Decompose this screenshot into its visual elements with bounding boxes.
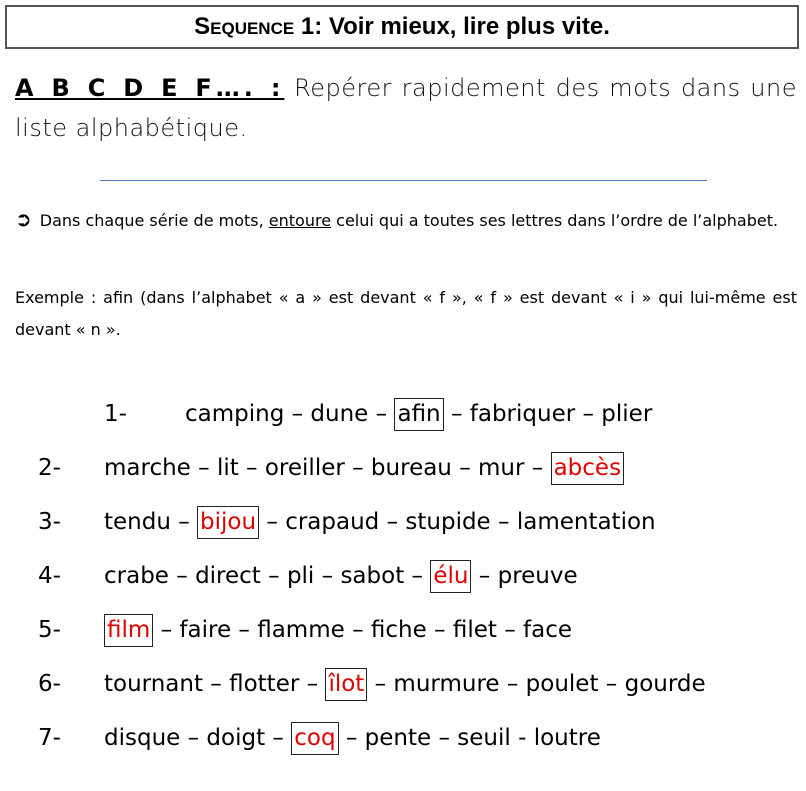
instruction-keyword: entoure: [268, 211, 332, 230]
series-row-6: [0, 664, 806, 704]
words-after: – fabriquer – plier: [443, 401, 653, 427]
circled-word[interactable]: bijou: [197, 506, 259, 539]
title-subtitle: : Voir mieux, lire plus vite.: [314, 13, 610, 40]
heading-lead: A B C D E F…. :: [15, 74, 285, 102]
series-row-5: [0, 610, 806, 650]
title-sequence: Sequence 1: [194, 13, 315, 40]
circled-word[interactable]: afin: [394, 398, 443, 431]
series-row-7: [0, 718, 806, 758]
words-after: – murmure – poulet – gourde: [367, 671, 706, 697]
series-words: [104, 448, 624, 488]
words-before: marche – lit – oreiller – bureau – mur –: [104, 455, 551, 481]
series-row-3: [0, 502, 806, 542]
words-after: – crapaud – stupide – lamentation: [259, 509, 656, 535]
series-number: 5-: [38, 617, 61, 643]
section-heading: [15, 68, 797, 148]
series-words: [104, 556, 578, 596]
series-words: [104, 664, 706, 704]
series-words: [104, 718, 601, 758]
words-after: – preuve: [471, 563, 578, 589]
series-number: 4-: [38, 563, 61, 589]
series-words: [185, 394, 652, 434]
series-number: 3-: [38, 509, 61, 535]
circled-word[interactable]: film: [104, 614, 153, 647]
words-before: crabe – direct – pli – sabot –: [104, 563, 431, 589]
title-box: [5, 5, 799, 49]
words-before: tendu –: [104, 509, 198, 535]
circled-word[interactable]: coq: [291, 722, 338, 755]
divider-line: [100, 180, 707, 181]
instruction: [15, 203, 797, 237]
heading-objective: Repérer rapidement des mots dans une liste alphabétique.: [15, 74, 797, 142]
series-words: [104, 502, 656, 542]
series-number: 7-: [38, 725, 61, 751]
example-text: Exemple : afin (dans l’alphabet « a » est devant « f », « f » est devant « i » qui lui-même est devant « n ».: [15, 288, 797, 339]
instruction-before: Dans chaque série de mots,: [39, 211, 269, 230]
words-after: – faire – flamme – fiche – filet – face: [153, 617, 573, 643]
words-after: – pente – seuil - loutre: [338, 725, 601, 751]
circled-word[interactable]: élu: [430, 560, 471, 593]
words-before: disque – doigt –: [104, 725, 292, 751]
circled-word[interactable]: îlot: [325, 668, 367, 701]
series-row-2: [0, 448, 806, 488]
words-before: tournant – flotter –: [104, 671, 326, 697]
arrow-right-icon: ➲: [15, 207, 32, 231]
instruction-after: celui qui a toutes ses lettres dans l’ordre de l’alphabet.: [331, 211, 779, 230]
series-number: 1-: [104, 401, 127, 427]
words-before: camping – dune –: [185, 401, 395, 427]
series-number: 6-: [38, 671, 61, 697]
series-row-1: [0, 394, 806, 434]
series-number: 2-: [38, 455, 61, 481]
series-row-4: [0, 556, 806, 596]
circled-word[interactable]: abcès: [551, 452, 624, 485]
series-words: [104, 610, 572, 650]
